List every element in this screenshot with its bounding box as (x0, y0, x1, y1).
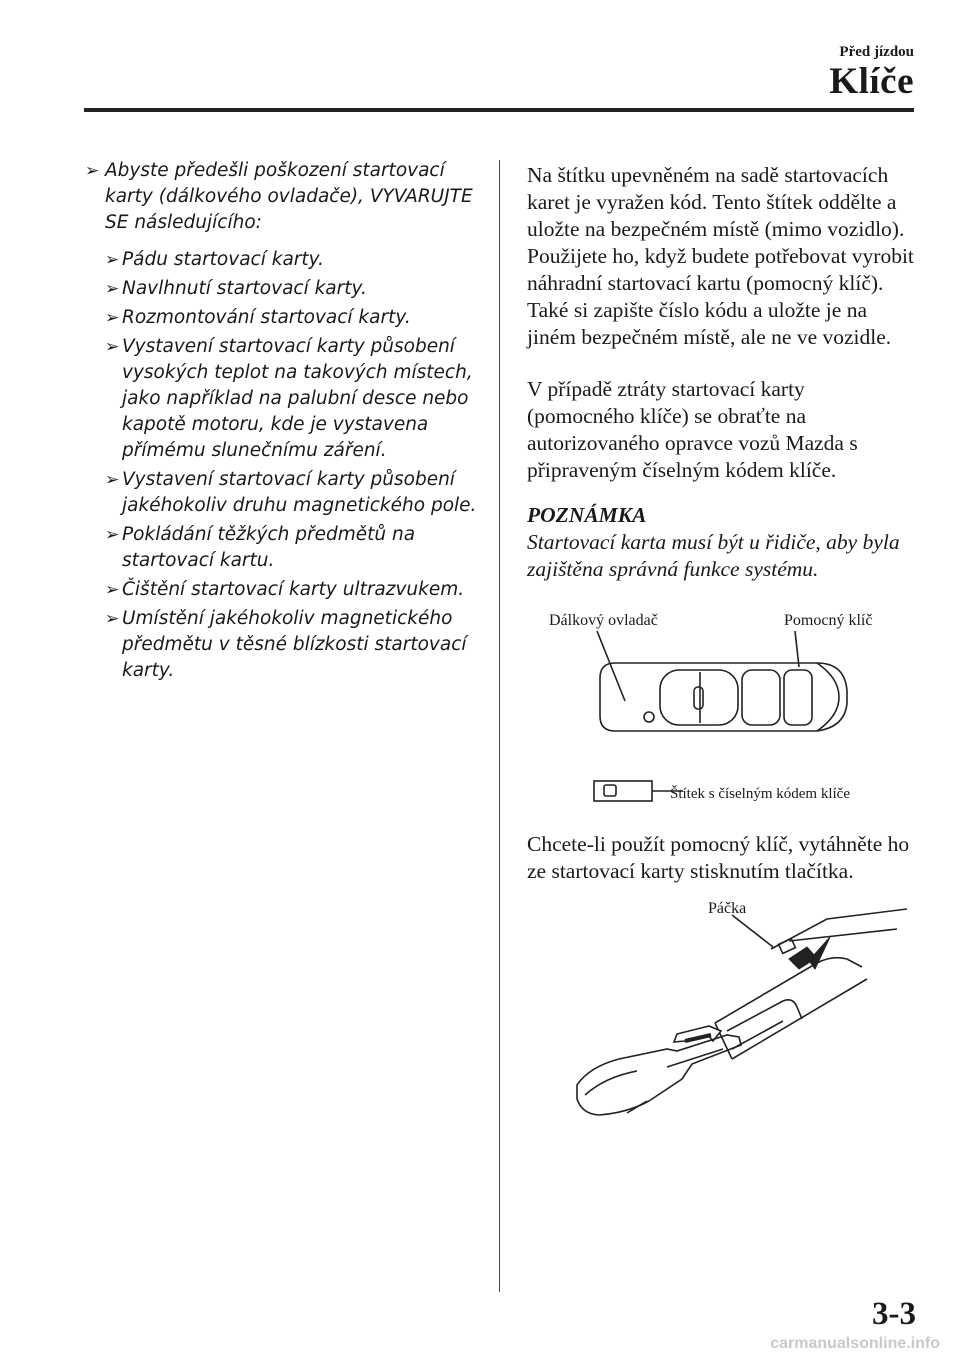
key-removal-illustration (527, 889, 917, 1127)
arrow-bullet-icon: ➢ (105, 250, 120, 270)
arrow-bullet-icon: ➢ (105, 580, 120, 600)
watermark: carmanualsonline.info (770, 1335, 940, 1352)
figure-card-key (527, 603, 917, 821)
list-item: ➢ Umístění jakéhokoliv magnetického předmětu v těsné blízkosti startovací karty. (105, 608, 467, 681)
list-item: ➢ Navlhnutí startovací karty. (105, 276, 480, 302)
warning-intro: ➢ Abyste předešli poškození startovací karty (dálkového ovladače), VYVARUJTE SE následujícího: (85, 160, 473, 233)
list-item: ➢ Pokládání těžkých předmětů na startovací kartu. (105, 524, 416, 571)
push-arrow-icon (789, 937, 830, 969)
left-column (85, 158, 480, 687)
note-label: POZNÁMKA (527, 503, 647, 527)
header-rule (84, 108, 914, 112)
arrow-bullet-icon: ➢ (85, 161, 100, 181)
right-column (527, 162, 917, 1127)
page-number: 3-3 (872, 1296, 916, 1332)
figure-label-aux-key: Pomocný klíč (784, 612, 873, 629)
note-text: Startovací karta musí být u řidiče, aby byla zajištěna správná funkce systému. (527, 530, 900, 581)
list-item: ➢ Pádu startovací karty. (105, 247, 480, 273)
header-section: Před jízdou (839, 44, 914, 60)
figure-label-remote: Dálkový ovladač (549, 612, 658, 629)
list-item: ➢ Čištění startovací karty ultrazvukem. (105, 577, 480, 603)
list-item: ➢ Vystavení startovací karty působení vysokých teplot na takových místech, jako například na palubní desce nebo kapotě motoru, kde je vystavena přímému slunečnímu záření. (105, 336, 473, 461)
paragraph: V případě ztráty startovací karty (pomocného klíče) se obraťte na autorizovaného opravce vozů Mazda s připraveným číselným kódem klíče. (527, 377, 858, 482)
list-item: ➢ Vystavení startovací karty působení jakéhokoliv druhu magnetického pole. (105, 469, 477, 516)
paragraph: Chcete-li použít pomocný klíč, vytáhněte ho ze startovací karty stisknutím tlačítka. (527, 832, 910, 883)
figure-key-removal (527, 889, 917, 1127)
page-title: Klíče (829, 61, 914, 102)
arrow-bullet-icon: ➢ (105, 308, 120, 328)
paragraph: Také si zapište číslo kódu a uložte je na jiném bezpečném místě, ale ne ve vozidle. (527, 298, 892, 349)
figure-label-tag: Štítek s číselným kódem klíče (670, 786, 850, 802)
arrow-bullet-icon: ➢ (105, 609, 120, 629)
arrow-bullet-icon: ➢ (105, 470, 120, 490)
figure-label-lever: Páčka (708, 900, 747, 917)
arrow-bullet-icon: ➢ (105, 279, 120, 299)
column-divider (499, 160, 500, 1292)
arrow-bullet-icon: ➢ (105, 337, 120, 357)
warning-list (105, 247, 480, 684)
arrow-bullet-icon: ➢ (105, 525, 120, 545)
paragraph: Na štítku upevněném na sadě startovacích karet je vyražen kód. Tento štítek oddělte a uložte na bezpečném místě (mimo vozidlo). Použijete ho, když budete potřebovat vyrobit náhradní startovací kartu (pomocný klíč). (527, 163, 914, 295)
list-item: ➢ Rozmontování startovací karty. (105, 305, 480, 331)
